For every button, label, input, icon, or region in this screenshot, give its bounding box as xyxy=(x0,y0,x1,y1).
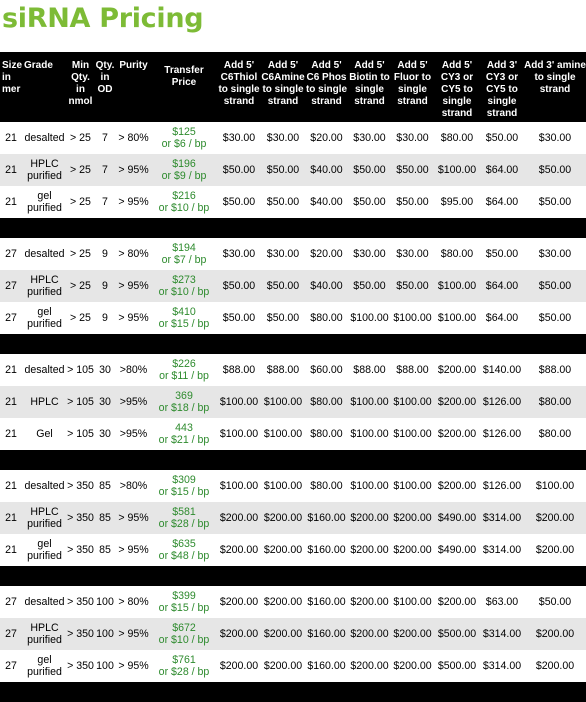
modification-price-cell: $490.00 xyxy=(434,502,480,534)
table-row xyxy=(0,502,586,534)
transfer-price-cell xyxy=(151,238,217,270)
group-separator xyxy=(0,682,586,702)
price-total: $761 xyxy=(172,654,196,666)
modification-price-cell: $100.00 xyxy=(393,312,432,324)
size-cell: 21 xyxy=(0,386,22,418)
grade-cell: desalted xyxy=(24,248,65,260)
modification-price-cell: $63.00 xyxy=(485,596,519,608)
price-total: 443 xyxy=(175,422,193,434)
size-cell: 27 xyxy=(5,596,17,608)
modification-price-cell: $100.00 xyxy=(393,428,432,440)
column-header: Transfer Price xyxy=(151,52,217,122)
modification-price-cell: $100.00 xyxy=(434,154,480,186)
modification-price-cell: $88.00 xyxy=(538,364,572,376)
size-cell: 27 xyxy=(5,660,17,672)
modification-price-cell: $200.00 xyxy=(348,618,391,650)
grade-cell: desalted xyxy=(24,596,65,608)
modification-price-cell: $200.00 xyxy=(217,618,261,650)
purity-cell: > 80% xyxy=(118,132,149,144)
modification-price-cell: $200.00 xyxy=(391,502,434,534)
modification-price-cell: $20.00 xyxy=(310,132,343,144)
modification-price-cell: $100.00 xyxy=(391,386,434,418)
min-qty-cell: > 25 xyxy=(70,196,91,208)
purity-cell: >80% xyxy=(119,480,148,492)
modification-price-cell: $20.00 xyxy=(310,248,343,260)
modification-price-cell: $500.00 xyxy=(437,660,477,672)
column-header: Add 5' Fluor to single strand xyxy=(391,52,434,122)
modification-price-cell: $88.00 xyxy=(222,364,256,376)
size-cell: 21 xyxy=(5,480,17,492)
modification-price-cell: $50.00 xyxy=(538,596,572,608)
transfer-price-cell xyxy=(151,122,217,154)
price-total: $672 xyxy=(172,622,196,634)
price-per-bp: or $48 / bp xyxy=(158,550,210,562)
modification-price-cell: $200.00 xyxy=(535,544,575,556)
column-header: Size in mer xyxy=(0,52,22,122)
modification-price-cell: $100.00 xyxy=(219,428,259,440)
table-body xyxy=(0,122,586,702)
modification-price-cell: $200.00 xyxy=(261,502,305,534)
modification-price-cell: $126.00 xyxy=(480,386,524,418)
transfer-price-cell xyxy=(151,418,217,450)
column-header: Min Qty. in nmol xyxy=(67,52,94,122)
min-qty-cell: > 350 xyxy=(67,502,94,534)
price-total: $194 xyxy=(172,242,196,254)
modification-price-cell: $200.00 xyxy=(219,544,259,556)
purity-cell: > 95% xyxy=(118,660,149,672)
modification-price-cell: $50.00 xyxy=(261,270,305,302)
price-total: $399 xyxy=(172,590,196,602)
modification-price-cell: $160.00 xyxy=(305,502,348,534)
price-per-bp: or $28 / bp xyxy=(158,666,210,678)
min-qty-cell: > 25 xyxy=(70,132,91,144)
modification-price-cell: $126.00 xyxy=(482,480,522,492)
min-qty-cell: > 350 xyxy=(67,660,94,672)
price-per-bp: or $6 / bp xyxy=(161,138,207,150)
transfer-price-cell xyxy=(151,470,217,502)
od-cell: 100 xyxy=(96,596,114,608)
modification-price-cell: $50.00 xyxy=(222,312,256,324)
modification-price-cell: $30.00 xyxy=(538,132,572,144)
modification-price-cell: $50.00 xyxy=(485,248,519,260)
grade-cell: gel purified xyxy=(27,306,62,330)
purity-cell: > 95% xyxy=(116,270,151,302)
price-total: 369 xyxy=(175,390,193,402)
purity-cell: > 80% xyxy=(118,248,149,260)
modification-price-cell: $200.00 xyxy=(393,544,432,556)
table-row xyxy=(0,586,586,618)
modification-price-cell: $200.00 xyxy=(535,660,575,672)
modification-price-cell: $200.00 xyxy=(261,618,305,650)
od-cell: 100 xyxy=(96,660,114,672)
size-cell: 21 xyxy=(5,132,17,144)
modification-price-cell: $200.00 xyxy=(350,544,389,556)
table-row xyxy=(0,618,586,650)
modification-price-cell: $30.00 xyxy=(353,248,386,260)
table-row xyxy=(0,534,586,566)
modification-price-cell: $50.00 xyxy=(348,270,391,302)
grade-cell: HPLC purified xyxy=(22,502,67,534)
price-per-bp: or $7 / bp xyxy=(161,254,207,266)
modification-price-cell: $80.00 xyxy=(440,132,474,144)
price-total: $273 xyxy=(172,274,196,286)
grade-cell: Gel xyxy=(36,428,53,440)
modification-price-cell: $100.00 xyxy=(393,596,432,608)
modification-price-cell: $80.00 xyxy=(310,480,343,492)
modification-price-cell: $88.00 xyxy=(353,364,386,376)
transfer-price-cell xyxy=(151,534,217,566)
modification-price-cell: $314.00 xyxy=(482,660,522,672)
table-row xyxy=(0,122,586,154)
modification-price-cell: $160.00 xyxy=(307,660,346,672)
transfer-price-cell xyxy=(151,586,217,618)
grade-cell: HPLC purified xyxy=(22,618,67,650)
column-header: Add 5' CY3 or CY5 to single strand xyxy=(434,52,480,122)
table-row xyxy=(0,238,586,270)
size-cell: 27 xyxy=(5,312,17,324)
purity-cell: >95% xyxy=(116,386,151,418)
price-total: $226 xyxy=(172,358,196,370)
modification-price-cell: $100.00 xyxy=(350,428,389,440)
modification-price-cell: $490.00 xyxy=(437,544,477,556)
price-per-bp: or $11 / bp xyxy=(159,370,209,382)
od-cell: 7 xyxy=(102,132,108,144)
purity-cell: >80% xyxy=(119,364,148,376)
modification-price-cell: $30.00 xyxy=(396,248,429,260)
column-header: Add 5' C6Amine to single strand xyxy=(261,52,305,122)
modification-price-cell: $50.00 xyxy=(222,196,256,208)
separator-bar xyxy=(0,334,586,354)
transfer-price-cell xyxy=(151,502,217,534)
grade-cell: desalted xyxy=(24,132,65,144)
od-cell: 30 xyxy=(99,364,111,376)
modification-price-cell: $200.00 xyxy=(393,660,432,672)
modification-price-cell: $160.00 xyxy=(307,544,346,556)
table-row xyxy=(0,302,586,334)
transfer-price-cell xyxy=(151,618,217,650)
price-total: $581 xyxy=(172,506,196,518)
grade-cell: desalted xyxy=(24,480,65,492)
modification-price-cell: $200.00 xyxy=(437,428,477,440)
size-cell: 21 xyxy=(5,544,17,556)
modification-price-cell: $200.00 xyxy=(219,596,259,608)
min-qty-cell: > 105 xyxy=(67,364,94,376)
price-per-bp: or $10 / bp xyxy=(158,202,210,214)
purity-cell: > 80% xyxy=(118,596,149,608)
price-per-bp: or $28 / bp xyxy=(158,518,210,530)
purity-cell: > 95% xyxy=(116,502,151,534)
grade-cell: desalted xyxy=(24,364,65,376)
table-row xyxy=(0,650,586,682)
od-cell: 7 xyxy=(102,196,108,208)
grade-cell: gel purified xyxy=(27,654,62,678)
purity-cell: > 95% xyxy=(118,312,149,324)
size-cell: 21 xyxy=(5,428,17,440)
purity-cell: > 95% xyxy=(118,196,149,208)
size-cell: 27 xyxy=(5,248,17,260)
modification-price-cell: $50.00 xyxy=(261,154,305,186)
modification-price-cell: $314.00 xyxy=(480,618,524,650)
purity-cell: > 95% xyxy=(116,618,151,650)
modification-price-cell: $200.00 xyxy=(219,660,259,672)
modification-price-cell: $100.00 xyxy=(350,312,389,324)
modification-price-cell: $64.00 xyxy=(485,196,519,208)
modification-price-cell: $100.00 xyxy=(263,428,303,440)
modification-price-cell: $30.00 xyxy=(222,132,256,144)
modification-price-cell: $30.00 xyxy=(266,132,300,144)
modification-price-cell: $80.00 xyxy=(524,386,586,418)
transfer-price-cell xyxy=(151,650,217,682)
size-cell: 21 xyxy=(0,502,22,534)
modification-price-cell: $200.00 xyxy=(524,502,586,534)
modification-price-cell: $200.00 xyxy=(350,660,389,672)
table-row xyxy=(0,386,586,418)
grade-cell: gel purified xyxy=(27,190,62,214)
od-cell: 9 xyxy=(102,312,108,324)
modification-price-cell: $80.00 xyxy=(305,386,348,418)
column-header: Add 5' C6Thiol to single strand xyxy=(217,52,261,122)
min-qty-cell: > 350 xyxy=(67,544,94,556)
modification-price-cell: $50.00 xyxy=(217,270,261,302)
modification-price-cell: $100.00 xyxy=(348,386,391,418)
table-row xyxy=(0,470,586,502)
group-separator xyxy=(0,450,586,470)
modification-price-cell: $200.00 xyxy=(434,386,480,418)
modification-price-cell: $50.00 xyxy=(538,312,572,324)
modification-price-cell: $314.00 xyxy=(480,502,524,534)
od-cell: 7 xyxy=(94,154,116,186)
modification-price-cell: $500.00 xyxy=(434,618,480,650)
od-cell: 9 xyxy=(102,248,108,260)
modification-price-cell: $30.00 xyxy=(353,132,386,144)
separator-bar xyxy=(0,682,586,702)
header-row xyxy=(0,52,586,122)
purity-cell: >95% xyxy=(119,428,148,440)
price-per-bp: or $15 / bp xyxy=(158,318,210,330)
table-row xyxy=(0,418,586,450)
modification-price-cell: $200.00 xyxy=(350,596,389,608)
modification-price-cell: $50.00 xyxy=(266,196,300,208)
min-qty-cell: > 25 xyxy=(70,248,91,260)
modification-price-cell: $50.00 xyxy=(266,312,300,324)
price-total: $125 xyxy=(172,126,196,138)
modification-price-cell: $126.00 xyxy=(482,428,522,440)
modification-price-cell: $80.00 xyxy=(538,428,572,440)
modification-price-cell: $64.00 xyxy=(480,154,524,186)
size-cell: 21 xyxy=(5,196,17,208)
modification-price-cell: $80.00 xyxy=(310,312,343,324)
modification-price-cell: $314.00 xyxy=(482,544,522,556)
modification-price-cell: $50.00 xyxy=(391,154,434,186)
table-row xyxy=(0,186,586,218)
transfer-price-cell xyxy=(151,270,217,302)
modification-price-cell: $64.00 xyxy=(485,312,519,324)
grade-cell: HPLC purified xyxy=(22,270,67,302)
modification-price-cell: $100.00 xyxy=(437,312,477,324)
modification-price-cell: $200.00 xyxy=(263,544,303,556)
group-separator xyxy=(0,218,586,238)
size-cell: 27 xyxy=(0,270,22,302)
price-per-bp: or $9 / bp xyxy=(161,170,207,182)
group-separator xyxy=(0,334,586,354)
modification-price-cell: $30.00 xyxy=(266,248,300,260)
modification-price-cell: $30.00 xyxy=(538,248,572,260)
price-per-bp: or $15 / bp xyxy=(158,602,210,614)
transfer-price-cell xyxy=(151,154,217,186)
transfer-price-cell xyxy=(151,354,217,386)
table-row xyxy=(0,354,586,386)
price-total: $410 xyxy=(172,306,196,318)
modification-price-cell: $200.00 xyxy=(524,618,586,650)
min-qty-cell: > 350 xyxy=(67,618,94,650)
modification-price-cell: $50.00 xyxy=(217,154,261,186)
column-header: Qty. in OD xyxy=(94,52,116,122)
modification-price-cell: $100.00 xyxy=(219,480,259,492)
modification-price-cell: $100.00 xyxy=(393,480,432,492)
od-cell: 9 xyxy=(94,270,116,302)
grade-cell: HPLC xyxy=(22,386,67,418)
grade-cell: HPLC purified xyxy=(22,154,67,186)
price-total: $635 xyxy=(172,538,196,550)
modification-price-cell: $40.00 xyxy=(310,196,343,208)
table-row xyxy=(0,270,586,302)
modification-price-cell: $200.00 xyxy=(217,502,261,534)
separator-bar xyxy=(0,450,586,470)
transfer-price-cell xyxy=(151,386,217,418)
page-title: siRNA Pricing xyxy=(2,3,204,34)
table-row xyxy=(0,154,586,186)
size-cell: 21 xyxy=(5,364,17,376)
modification-price-cell: $64.00 xyxy=(480,270,524,302)
modification-price-cell: $50.00 xyxy=(485,132,519,144)
min-qty-cell: > 25 xyxy=(67,154,94,186)
price-per-bp: or $15 / bp xyxy=(158,486,210,498)
column-header: Add 3' amine to single strand xyxy=(524,52,586,122)
price-per-bp: or $10 / bp xyxy=(158,634,210,646)
modification-price-cell: $200.00 xyxy=(263,596,303,608)
price-total: $309 xyxy=(172,474,196,486)
od-cell: 85 xyxy=(94,502,116,534)
price-per-bp: or $10 / bp xyxy=(158,286,210,298)
min-qty-cell: > 350 xyxy=(67,480,94,492)
purity-cell: > 95% xyxy=(116,154,151,186)
modification-price-cell: $50.00 xyxy=(538,196,572,208)
column-header: Add 3' CY3 or CY5 to single strand xyxy=(480,52,524,122)
modification-price-cell: $100.00 xyxy=(217,386,261,418)
modification-price-cell: $50.00 xyxy=(524,270,586,302)
modification-price-cell: $95.00 xyxy=(440,196,474,208)
modification-price-cell: $40.00 xyxy=(305,270,348,302)
modification-price-cell: $30.00 xyxy=(396,132,429,144)
modification-price-cell: $50.00 xyxy=(348,154,391,186)
min-qty-cell: > 105 xyxy=(67,428,94,440)
od-cell: 100 xyxy=(94,618,116,650)
pricing-table xyxy=(0,52,586,702)
column-header: Add 5' Biotin to single strand xyxy=(348,52,391,122)
modification-price-cell: $160.00 xyxy=(305,618,348,650)
od-cell: 30 xyxy=(99,428,111,440)
column-header: Add 5' C6 Phos to single strand xyxy=(305,52,348,122)
modification-price-cell: $50.00 xyxy=(391,270,434,302)
modification-price-cell: $50.00 xyxy=(353,196,386,208)
od-cell: 85 xyxy=(99,480,111,492)
price-total: $216 xyxy=(172,190,196,202)
modification-price-cell: $140.00 xyxy=(482,364,522,376)
size-cell: 27 xyxy=(0,618,22,650)
table-header xyxy=(0,52,586,122)
modification-price-cell: $30.00 xyxy=(222,248,256,260)
column-header: Purity xyxy=(116,52,151,122)
modification-price-cell: $200.00 xyxy=(437,364,477,376)
min-qty-cell: > 25 xyxy=(70,312,91,324)
od-cell: 85 xyxy=(99,544,111,556)
modification-price-cell: $160.00 xyxy=(307,596,346,608)
size-cell: 21 xyxy=(0,154,22,186)
modification-price-cell: $200.00 xyxy=(437,480,477,492)
modification-price-cell: $200.00 xyxy=(437,596,477,608)
modification-price-cell: $80.00 xyxy=(440,248,474,260)
price-per-bp: or $18 / bp xyxy=(158,402,210,414)
modification-price-cell: $88.00 xyxy=(266,364,300,376)
group-separator xyxy=(0,566,586,586)
modification-price-cell: $100.00 xyxy=(263,480,303,492)
modification-price-cell: $200.00 xyxy=(391,618,434,650)
min-qty-cell: > 105 xyxy=(67,386,94,418)
modification-price-cell: $200.00 xyxy=(348,502,391,534)
modification-price-cell: $50.00 xyxy=(524,154,586,186)
transfer-price-cell xyxy=(151,186,217,218)
min-qty-cell: > 25 xyxy=(67,270,94,302)
od-cell: 30 xyxy=(94,386,116,418)
min-qty-cell: > 350 xyxy=(67,596,94,608)
modification-price-cell: $100.00 xyxy=(261,386,305,418)
purity-cell: > 95% xyxy=(118,544,149,556)
modification-price-cell: $100.00 xyxy=(434,270,480,302)
grade-cell: gel purified xyxy=(27,538,62,562)
modification-price-cell: $100.00 xyxy=(535,480,575,492)
modification-price-cell: $200.00 xyxy=(263,660,303,672)
price-per-bp: or $21 / bp xyxy=(158,434,210,446)
modification-price-cell: $40.00 xyxy=(305,154,348,186)
modification-price-cell: $80.00 xyxy=(310,428,343,440)
modification-price-cell: $88.00 xyxy=(396,364,429,376)
transfer-price-cell xyxy=(151,302,217,334)
modification-price-cell: $50.00 xyxy=(396,196,429,208)
price-total: $196 xyxy=(172,158,196,170)
modification-price-cell: $100.00 xyxy=(350,480,389,492)
modification-price-cell: $60.00 xyxy=(310,364,343,376)
separator-bar xyxy=(0,218,586,238)
column-header: Grade xyxy=(22,52,67,122)
separator-bar xyxy=(0,566,586,586)
